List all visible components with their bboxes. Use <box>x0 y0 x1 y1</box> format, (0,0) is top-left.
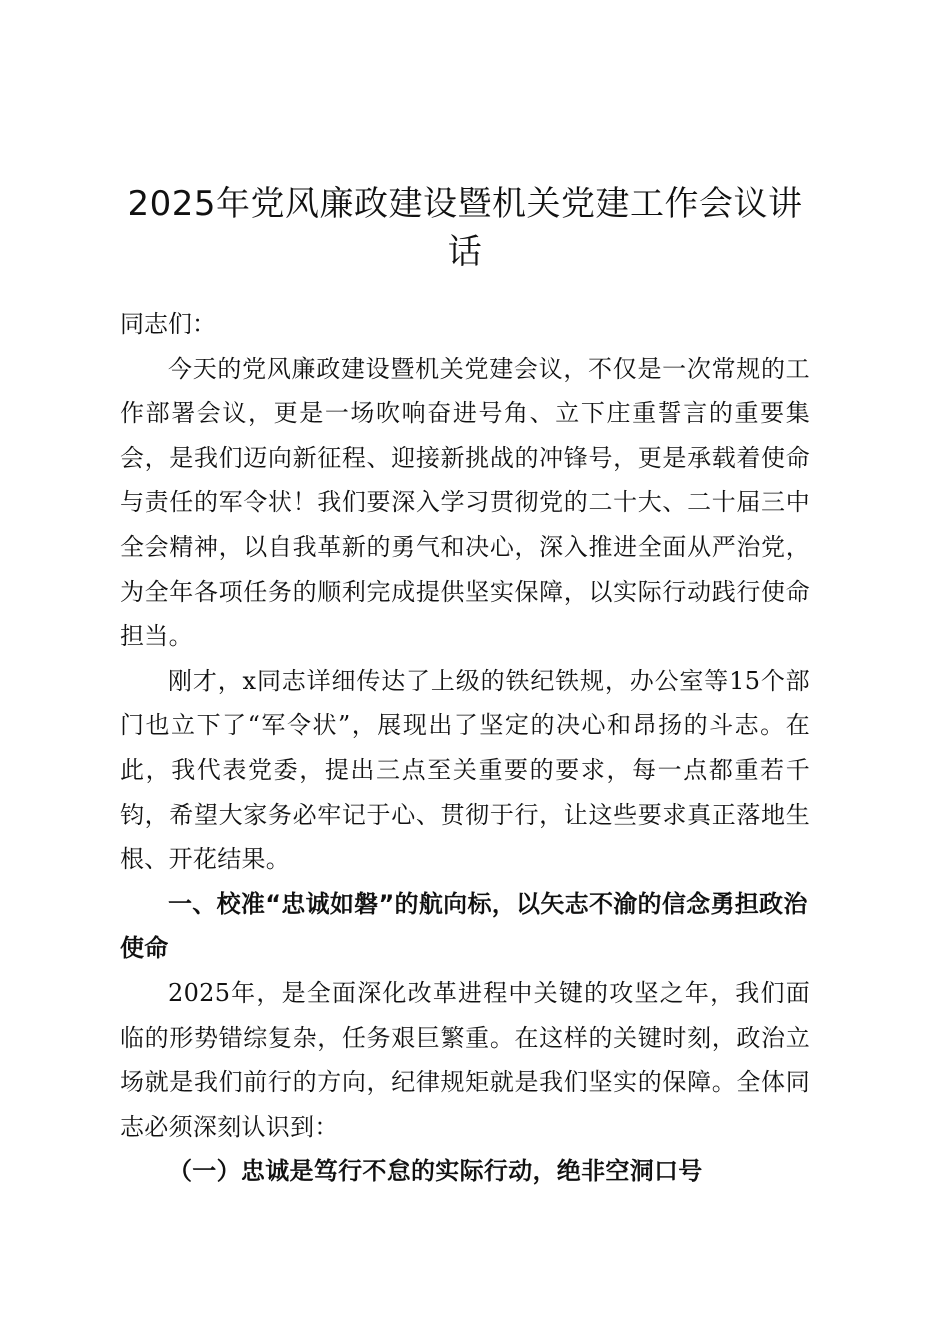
section-heading-1: 一、校准“忠诚如磐”的航向标，以矢志不渝的信念勇担政治使命 <box>120 889 808 963</box>
document-page <box>120 180 810 1194</box>
subsection-heading-1: （一）忠诚是笃行不怠的实际行动，绝非空洞口号 <box>168 1156 703 1186</box>
paragraph-intro: 今天的党风廉政建设暨机关党建会议，不仅是一次常规的工作部署会议，更是一场吹响奋进号角、立下庄重誓言的重要集会，是我们迈向新征程、迎接新挑战的冲锋号，更是承载着使命与责任的军令状！我们要深入学习贯彻党的二十大、二十届三中全会精神，以自我革新的勇气和决心，深入推进全面从严治党，为全年各项任务的顺利完成提供坚实保障，以实际行动践行使命担当。 <box>120 354 810 651</box>
paragraph-requirements: 刚才，x同志详细传达了上级的铁纪铁规，办公室等15个部门也立下了“军令状”，展现出了坚定的决心和昂扬的斗志。在此，我代表党委，提出三点至关重要的要求，每一点都重若千钧，希望大家务必牢记于心、贯彻于行，让这些要求真正落地生根、开花结果。 <box>120 666 810 874</box>
salutation: 同志们： <box>120 310 216 338</box>
section-1-paragraph: 2025年，是全面深化改革进程中关键的攻坚之年，我们面临的形势错综复杂，任务艰巨繁重。在这样的关键时刻，政治立场就是我们前行的方向，纪律规矩就是我们坚实的保障。全体同志必须深刻认识到： <box>120 978 810 1141</box>
document-title: 2025年党风廉政建设暨机关党建工作会议讲话 <box>127 184 803 272</box>
